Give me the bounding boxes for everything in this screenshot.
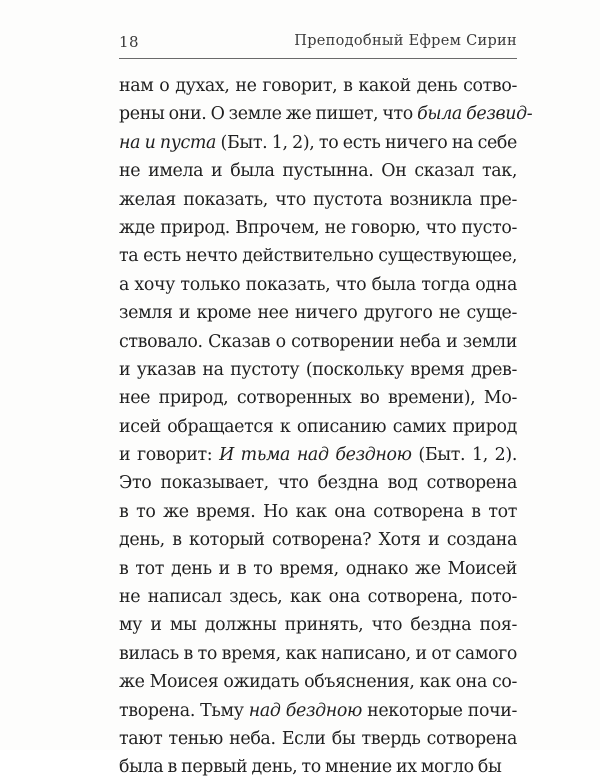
text-line (119, 498, 517, 526)
text-line (119, 129, 517, 157)
text-run: не написал здесь, как она сотворена, пото- (119, 587, 517, 608)
text-run: нее природ, сотворенных во времени), Мо- (119, 388, 517, 409)
text-line (119, 100, 533, 128)
text-run: и указав на пустоту (поскольку время древ- (119, 359, 517, 380)
text-run: рены они. О земле же пишет, что (119, 104, 418, 125)
text-run: была в первый день, то мнение их могло бы (119, 757, 502, 778)
text-line (119, 555, 517, 583)
text-line (119, 469, 517, 497)
text-line (119, 271, 517, 299)
text-line (119, 214, 517, 242)
text-run: творена. Тьму (119, 700, 249, 721)
text-run: тают тенью неба. Если бы твердь сотворена (119, 728, 517, 749)
text-line (119, 583, 517, 611)
text-run: и говорит: (119, 445, 220, 466)
text-run: исей обращается к описанию самих природ (119, 416, 517, 437)
text-run: в то же время. Но как она сотворена в тот (119, 501, 517, 522)
text-run: (Быт. 1, 2). (411, 445, 518, 466)
text-run: ствовало. Сказав о сотворении неба и земли (119, 331, 517, 352)
text-line (119, 72, 517, 100)
body-text (119, 72, 533, 782)
text-run: нам о духах, не говорит, в какой день сотво- (119, 76, 517, 96)
text-run: (Быт. 1, 2), то есть ничего на себе (216, 132, 517, 153)
text-run: та есть нечто действительно существующее, (119, 246, 517, 267)
text-line (119, 725, 517, 753)
text-line (119, 413, 517, 441)
text-line (119, 242, 517, 270)
italic-quote: на и пуста (119, 132, 217, 153)
italic-quote: И тьма над бездною (219, 445, 412, 466)
text-line (119, 157, 517, 185)
text-line (119, 611, 517, 639)
italic-quote: над бездною (248, 700, 362, 721)
text-line (119, 526, 517, 554)
text-run: а хочу только показать, что была тогда одна (119, 274, 517, 295)
text-line (119, 186, 517, 214)
running-head (119, 33, 517, 59)
text-run: же Моисея ожидать объяснения, как она со- (119, 672, 517, 693)
text-line (119, 356, 517, 384)
text-line (119, 753, 517, 781)
text-line (119, 299, 517, 327)
text-run: в тот день и в то время, однако же Моисей (119, 558, 517, 579)
text-line (119, 640, 517, 668)
running-title: Преподобный Ефрем Сирин (294, 33, 517, 49)
text-run: земля и кроме нее ничего другого не суще- (119, 303, 517, 324)
text-line (119, 697, 517, 725)
header-rule (119, 58, 517, 59)
text-line (119, 384, 517, 412)
text-run: не имела и была пустынна. Он сказал так, (119, 161, 517, 182)
text-line (119, 668, 517, 696)
text-run: день, в который сотворена? Хотя и создана (119, 530, 517, 551)
text-line (119, 441, 517, 469)
text-run: желая показать, что пустота возникла пре- (119, 189, 517, 210)
page-number: 18 (119, 33, 140, 51)
text-run: Это показывает, что бездна вод сотворена (119, 473, 517, 494)
text-run: му и мы должны принять, что бездна поя- (119, 615, 517, 636)
text-run: жде природ. Впрочем, не говорю, что пусто- (119, 217, 517, 238)
text-run: некоторые почи- (361, 700, 518, 721)
italic-quote: была безвид- (417, 104, 533, 125)
text-run: вилась в то время, как написано, и от самого (119, 643, 517, 664)
text-line (119, 328, 517, 356)
